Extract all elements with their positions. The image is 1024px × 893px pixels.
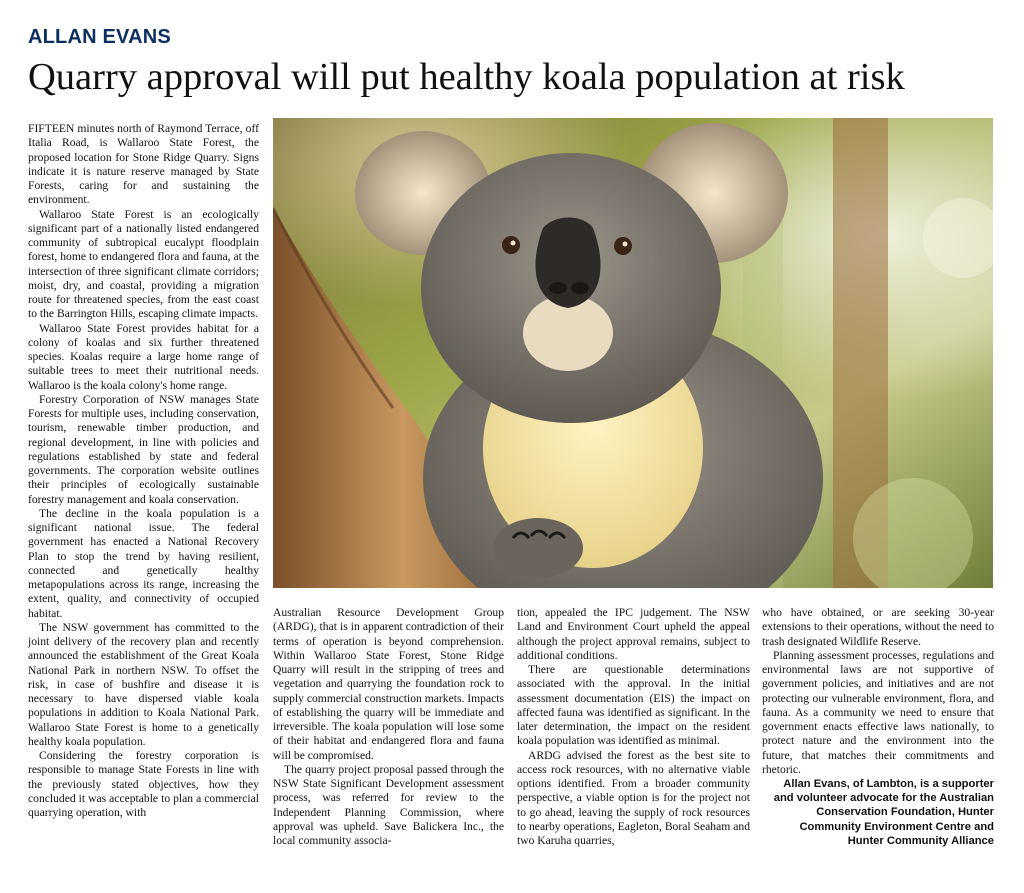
paragraph: tion, appealed the IPC judgement. The NSW Land and Environment Court upheld the appeal although the project approval remains, subject to additional conditions. (517, 606, 750, 662)
paragraph: Planning assessment processes, regulations and environmental laws are not supportive of government policies, and initiatives and are not protecting our vulnerable environment, flora, and fauna. As a community we need to ensure that government enacts effective laws nationally, to protect nature and the environment into the future, that matches their commitments and rhetoric. (762, 648, 994, 776)
paragraph: ARDG advised the forest as the best site to access rock resources, with no alternative viable options identified. From a broader community perspective, a viable option is for the project not to go ahead, leaving the supply of rock resources to nearby operations, Eagleton, Boral Seaham and two Karuha quarries, (517, 748, 750, 847)
paragraph: The decline in the koala population is a significant national issue. The federal government has enacted a National Recovery Plan to stop the trend by having resilient, connected and genetically healthy metapopulations across its range, increasing the extent, quality, and connectivity of occupied habitat. (28, 506, 259, 620)
byline: ALLAN EVANS (28, 26, 171, 48)
article-column-2 (273, 606, 504, 848)
paragraph: Forestry Corporation of NSW manages State Forests for multiple uses, including conservation, tourism, renewable timber production, and regional development, in line with policies and regulations established by state and federal governments. The corporation website outlines their principles of ecologically sustainable forestry management and koala conservation. (28, 392, 259, 506)
author-signoff: Allan Evans, of Lambton, is a supporter and volunteer advocate for the Australian Conservation Foundation, Hunter Community Environment Centre and Hunter Community Alliance (773, 778, 994, 847)
article-column-3 (517, 606, 750, 848)
headline: Quarry approval will put healthy koala population at risk (28, 56, 905, 98)
paragraph: There are questionable determinations associated with the approval. In the initial assessment documentation (EIS) the impact on affected fauna was identified as significant. In the later determination, the impact on the resident koala population was identified as minimal. (517, 663, 750, 748)
paragraph: Australian Resource Development Group (ARDG), that is in apparent contradiction of their terms of operation is beyond comprehension. Within Wallaroo State Forest, Stone Ridge Quarry will result in the stripping of trees and vegetation and quarrying the foundation rock to supply commercial construction markets. Impacts of establishing the quarry will be immediate and irreversible. The koala population will lose some of their habitat and endangered flora and fauna will be compromised. (273, 606, 504, 762)
article-column-1 (28, 122, 259, 820)
paragraph: Wallaroo State Forest provides habitat for a colony of koalas and six further threatened species. Koalas require a large home range of suitable trees to meet their nutritional needs. Wallaroo is the koala colony's home range. (28, 321, 259, 392)
paragraph: who have obtained, or are seeking 30-year extensions to their operations, without the need to trash designated Wildlife Reserve. (762, 606, 994, 648)
paragraph: FIFTEEN minutes north of Raymond Terrace, off Italia Road, is Wallaroo State Forest, the proposed location for Stone Ridge Quarry. Signs indicate it is nature reserve managed by State Forests, caring for and sustaining the environment. (28, 122, 259, 207)
koala-photo (273, 118, 993, 588)
paragraph: Wallaroo State Forest is an ecologically significant part of a nationally listed endangered community of subtropical eucalypt floodplain forest, home to endangered flora and fauna, at the intersection of three significant climate corridors; moist, dry, and coastal, providing a migration route for threatened species, from the east coast to the Barrington Hills, escaping climate impacts. (28, 207, 259, 321)
paragraph: The quarry project proposal passed through the NSW State Significant Development assessment process, was referred for review to the Independent Planning Commission, where approval was upheld. Save Balickera Inc., the local community associa- (273, 762, 504, 847)
paragraph: The NSW government has committed to the joint delivery of the recovery plan and recently announced the establishment of the Great Koala National Park in northern NSW. To offset the risk, in case of bushfire and disease it is necessary to have dispersed viable koala populations in addition to Koala National Park. Wallaroo State Forest is home to a genetically healthy koala population. (28, 620, 259, 748)
article-column-4 (762, 606, 994, 848)
paragraph: Considering the forestry corporation is responsible to manage State Forests in line with the previously stated objectives, how they concluded it was acceptable to plan a commercial quarrying operation, with (28, 749, 259, 819)
